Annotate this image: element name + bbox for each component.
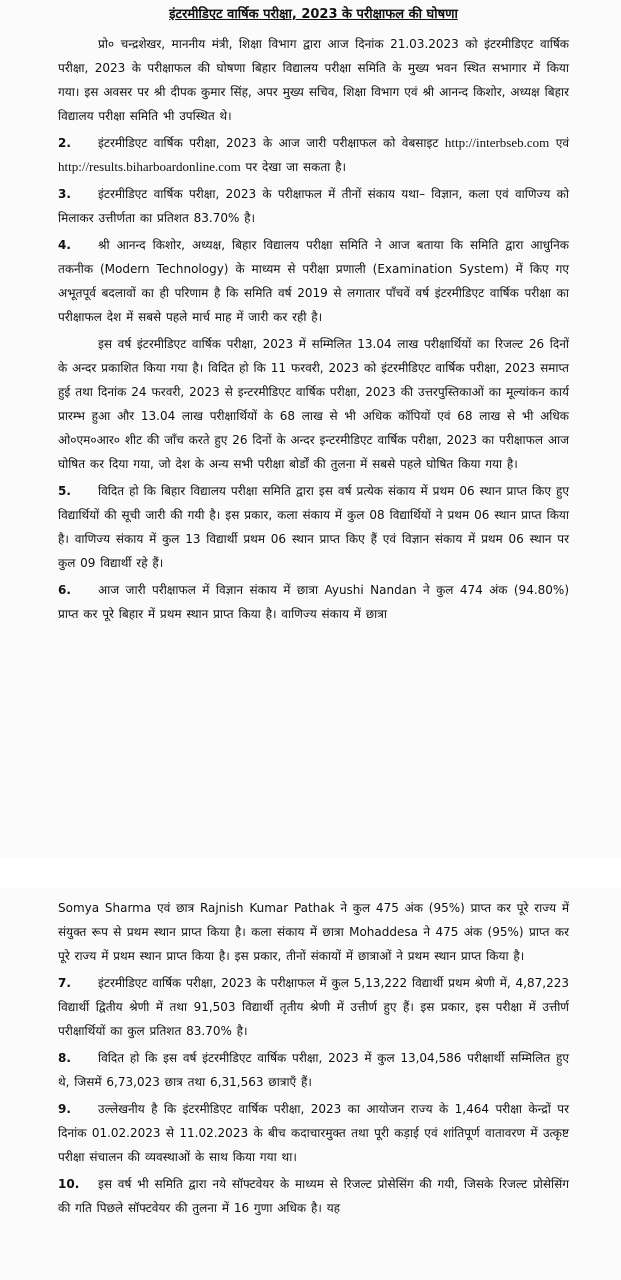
paragraph-8 — [58, 1046, 569, 1094]
paragraph-8-number: 8. — [58, 1051, 71, 1065]
paragraph-2-conjunction: एवं — [555, 136, 569, 150]
paragraph-3 — [58, 182, 569, 230]
paragraph-4-text: श्री आनन्द किशोर, अध्यक्ष, बिहार विद्यालय परीक्षा समिति ने आज बताया कि समिति द्वारा आधुनिक तकनीक (Modern Technology) के माध्यम से परीक्षा प्रणाली (Examination System) में किए गए अभूतपूर्व बदलावों का ही परिणाम है कि समिति वर्ष 2019 से लगातार पाँचवें वर्ष इंटरमीडिएट वार्षिक परीक्षा का परीक्षाफल देश में सबसे पहले मार्च माह में जारी कर रही है। — [58, 238, 569, 324]
document-title: इंटरमीडिएट वार्षिक परीक्षा, 2023 के परीक्षाफल की घोषणा — [169, 7, 458, 22]
paragraph-10 — [58, 1172, 569, 1220]
paragraph-1 — [58, 32, 569, 128]
paragraph-5 — [58, 479, 569, 575]
website-link-1: http://interbseb.com — [444, 135, 550, 150]
paragraph-6-continued — [58, 896, 569, 968]
paragraph-7 — [58, 971, 569, 1043]
paragraph-8-text: विदित हो कि इस वर्ष इंटरमीडिएट वार्षिक परीक्षा, 2023 में कुल 13,04,586 परीक्षार्थी सम्मिलित हुए थे, जिसमें 6,73,023 छात्र तथा 6,31,563 छात्राएँ हैं। — [58, 1051, 569, 1089]
paragraph-2-tail: पर देखा जा सकता है। — [245, 160, 347, 174]
page-gap — [0, 858, 621, 888]
paragraph-6 — [58, 578, 569, 626]
paragraph-3-text: इंटरमीडिएट वार्षिक परीक्षा, 2023 के परीक्षाफल में तीनों संकाय यथा– विज्ञान, कला एवं वाणिज्य को मिलाकर उत्तीर्णता का प्रतिशत 83.70% है। — [58, 187, 569, 225]
paragraph-4-continued-text: इस वर्ष इंटरमीडिएट वार्षिक परीक्षा, 2023 में सम्मिलित 13.04 लाख परीक्षार्थियों का रिजल्ट 26 दिनों के अन्दर प्रकाशित किया गया है। विदित हो कि 11 फरवरी, 2023 को इंटरमीडिएट वार्षिक परीक्षा, 2023 समाप्त हुई तथा दिनांक 24 फरवरी, 2023 से इन्टरमीडिएट वार्षिक परीक्षा, 2023 की उत्तरपुस्तिकाओं का मूल्यांकन कार्य प्रारम्भ हुआ और 13.04 लाख परीक्षार्थियों के 68 लाख से भी अधिक कॉपियों एवं 68 लाख से भी अधिक ओ०एम०आर० शीट की जाँच करते हुए 26 दिनों के अन्दर इन्टरमीडिएट वार्षिक परीक्षा, 2023 का परीक्षाफल आज घोषित कर दिया गया, जो देश के अन्य सभी परीक्षा बोर्डों की तुलना में सबसे पहले घोषित किया गया है। — [58, 337, 569, 471]
document-page-2 — [0, 888, 621, 1280]
paragraph-10-number: 10. — [58, 1177, 80, 1191]
website-link-2: http://results.biharboardonline.com — [58, 159, 241, 174]
paragraph-4-number: 4. — [58, 238, 71, 252]
paragraph-10-text: इस वर्ष भी समिति द्वारा नये सॉफ्टवेयर के माध्यम से रिजल्ट प्रोसेसिंग की गयी, जिसके रिजल्ट प्रोसेसिंग की गति पिछले सॉफ्टवेयर की तुलना में 16 गुणा अधिक है। यह — [58, 1177, 569, 1215]
paragraph-1-text: प्रो० चन्द्रशेखर, माननीय मंत्री, शिक्षा विभाग द्वारा आज दिनांक 21.03.2023 को इंटरमीडिएट वार्षिक परीक्षा, 2023 के परीक्षाफल की घोषणा बिहार विद्यालय परीक्षा समिति के मुख्य भवन स्थित सभागार में किया गया। इस अवसर पर श्री दीपक कुमार सिंह, अपर मुख्य सचिव, शिक्षा विभाग एवं श्री आनन्द किशोर, अध्यक्ष बिहार विद्यालय परीक्षा समिति भी उपस्थित थे। — [58, 37, 569, 123]
paragraph-6-continued-text: Somya Sharma एवं छात्र Rajnish Kumar Pathak ने कुल 475 अंक (95%) प्राप्त कर पूरे राज्य में संयुक्त रूप से प्रथम स्थान प्राप्त किया है। कला संकाय में छात्रा Mohaddesa ने 475 अंक (95%) प्राप्त कर पूरे राज्य में प्रथम स्थान प्राप्त किया है। इस प्रकार, तीनों संकायों में छात्राओं ने प्रथम स्थान प्राप्त किया है। — [58, 901, 569, 963]
paragraph-6-text: आज जारी परीक्षाफल में विज्ञान संकाय में छात्रा Ayushi Nandan ने कुल 474 अंक (94.80%) प्राप्त कर पूरे बिहार में प्रथम स्थान प्राप्त किया है। वाणिज्य संकाय में छात्रा — [58, 583, 569, 621]
paragraph-9 — [58, 1097, 569, 1169]
paragraph-5-text: विदित हो कि बिहार विद्यालय परीक्षा समिति द्वारा इस वर्ष प्रत्येक संकाय में प्रथम 06 स्थान प्राप्त किए हुए विद्यार्थियों की सूची जारी की गयी है। इस प्रकार, कला संकाय में कुल 08 विद्यार्थियों ने प्रथम 06 स्थान प्राप्त किया है। वाणिज्य संकाय में कुल 13 विद्यार्थी प्रथम 06 स्थान प्राप्त किए हैं एवं विज्ञान संकाय में प्रथम 06 स्थान पर कुल 09 विद्यार्थी रहे हैं। — [58, 484, 569, 570]
paragraph-2 — [58, 131, 569, 179]
paragraph-9-number: 9. — [58, 1102, 71, 1116]
paragraph-5-number: 5. — [58, 484, 71, 498]
paragraph-6-number: 6. — [58, 583, 71, 597]
paragraph-2-text: इंटरमीडिएट वार्षिक परीक्षा, 2023 के आज जारी परीक्षाफल को वेबसाइट — [98, 136, 439, 150]
paragraph-4-continued — [58, 332, 569, 476]
paragraph-4 — [58, 233, 569, 329]
paragraph-3-number: 3. — [58, 187, 71, 201]
paragraph-2-number: 2. — [58, 136, 71, 150]
paragraph-9-text: उल्लेखनीय है कि इंटरमीडिएट वार्षिक परीक्षा, 2023 का आयोजन राज्य के 1,464 परीक्षा केन्द्रों पर दिनांक 01.02.2023 से 11.02.2023 के बीच कदाचारमुक्त तथा पूरी कड़ाई एवं शांतिपूर्ण वातावरण में उत्कृष्ट परीक्षा संचालन की व्यवस्थाओं के साथ किया गया था। — [58, 1102, 569, 1164]
paragraph-7-text: इंटरमीडिएट वार्षिक परीक्षा, 2023 के परीक्षाफल में कुल 5,13,222 विद्यार्थी प्रथम श्रेणी में, 4,87,223 विद्यार्थी द्वितीय श्रेणी में तथा 91,503 विद्यार्थी तृतीय श्रेणी में उत्तीर्ण हुए हैं। इस प्रकार, इस परीक्षा में उत्तीर्ण परीक्षार्थियों का कुल प्रतिशत 83.70% है। — [58, 976, 569, 1038]
paragraph-7-number: 7. — [58, 976, 71, 990]
